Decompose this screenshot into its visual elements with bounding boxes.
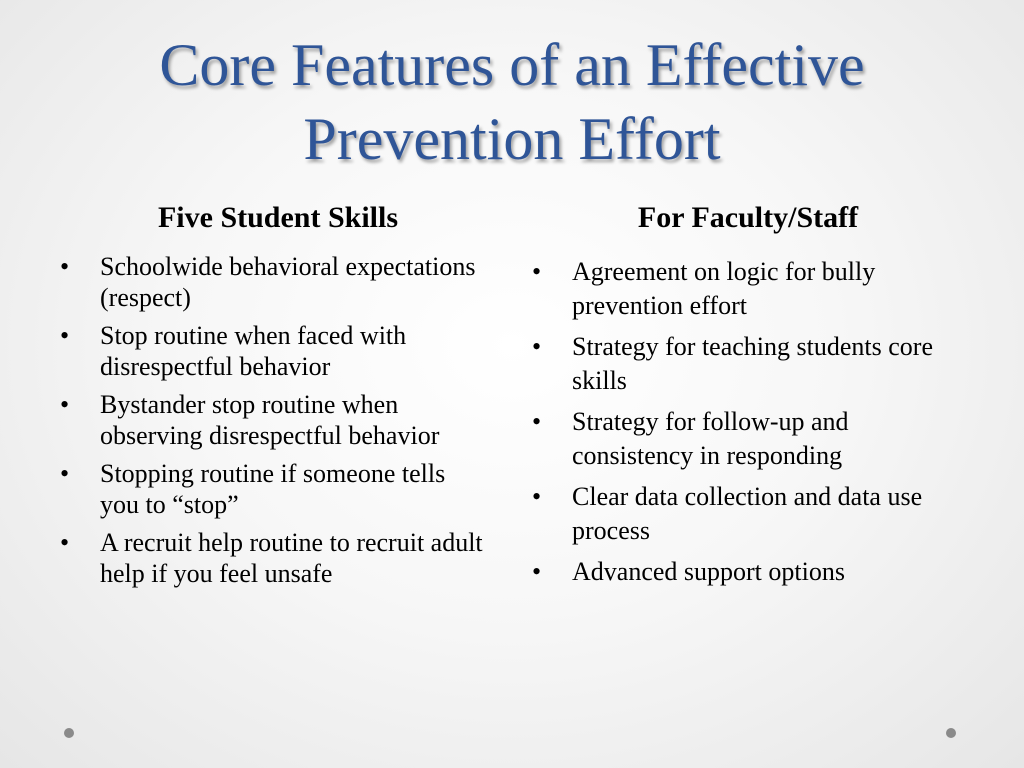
bullet-icon: • <box>60 390 70 419</box>
bullet-icon: • <box>532 257 542 286</box>
list-item-text: Bystander stop routine when observing disrespectful behavior <box>100 390 440 450</box>
bullet-icon: • <box>60 321 70 350</box>
list-item <box>530 405 970 473</box>
list-item <box>530 480 970 548</box>
list-item <box>530 555 970 589</box>
list-item-text: Strategy for teaching students core skills <box>572 332 933 395</box>
bullet-icon: • <box>532 407 542 436</box>
bullet-icon: • <box>532 482 542 511</box>
bullet-icon: • <box>60 459 70 488</box>
student-skills-heading: Five Student Skills <box>157 201 399 234</box>
list-item-text: Clear data collection and data use process <box>572 482 923 545</box>
bullet-icon: • <box>60 252 70 281</box>
faculty-staff-heading: For Faculty/Staff <box>637 201 859 234</box>
list-item-text: Stopping routine if someone tells you to “stop” <box>100 459 446 519</box>
slide-title: Core Features of an Effective Prevention Effort <box>159 32 865 172</box>
list-item-text: Stop routine when faced with disrespectful behavior <box>100 321 407 381</box>
list-item-text: Schoolwide behavioral expectations (respect) <box>100 252 476 312</box>
list-item <box>58 251 488 313</box>
corner-dot-icon <box>946 728 956 738</box>
faculty-staff-list <box>530 255 970 589</box>
list-item-text: A recruit help routine to recruit adult help if you feel unsafe <box>100 528 483 588</box>
list-item <box>530 255 970 323</box>
list-item-text: Agreement on logic for bully prevention effort <box>572 257 876 320</box>
list-item <box>530 330 970 398</box>
list-item <box>58 527 488 589</box>
list-item-text: Strategy for follow-up and consistency in responding <box>572 407 849 470</box>
bullet-icon: • <box>532 557 542 586</box>
student-skills-list <box>58 251 488 589</box>
list-item-text: Advanced support options <box>572 557 845 586</box>
list-item <box>58 320 488 382</box>
faculty-staff-column <box>530 198 970 596</box>
bullet-icon: • <box>60 528 70 557</box>
bullet-icon: • <box>532 332 542 361</box>
student-skills-column <box>58 198 488 596</box>
list-item <box>58 458 488 520</box>
corner-dot-icon <box>64 728 74 738</box>
list-item <box>58 389 488 451</box>
